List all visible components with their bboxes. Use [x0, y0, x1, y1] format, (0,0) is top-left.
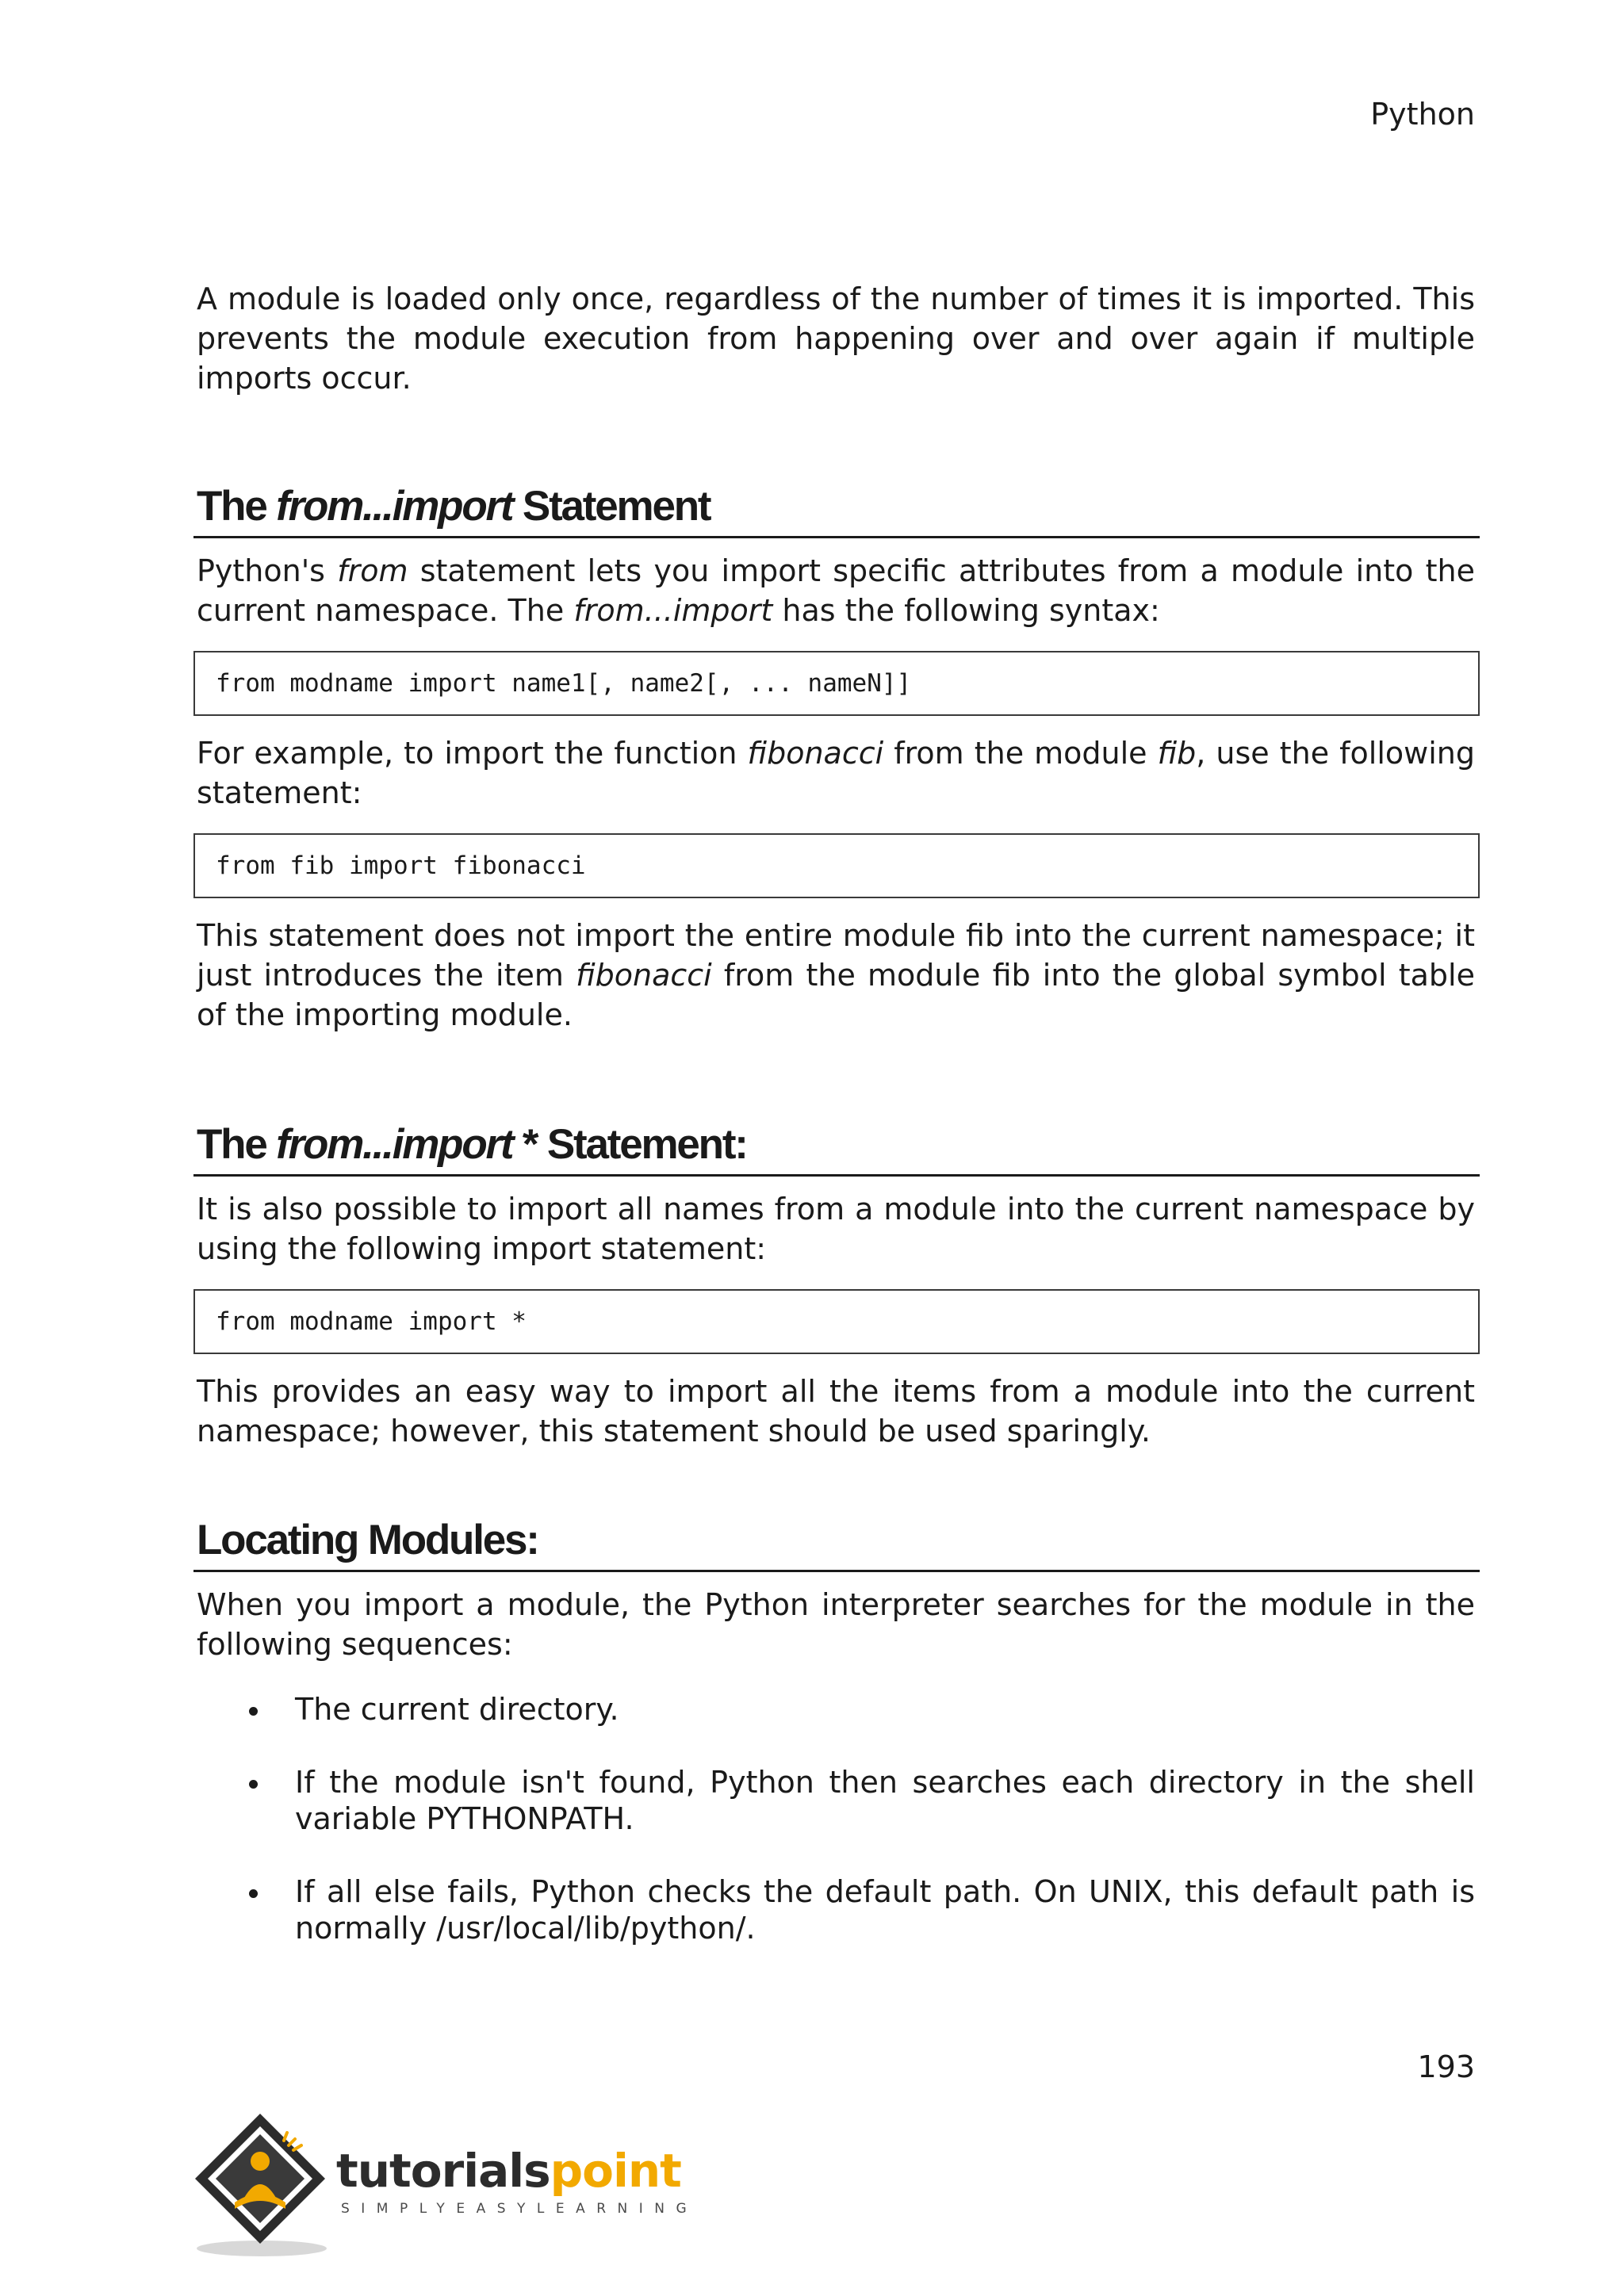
- heading-text: * Statement:: [512, 1121, 747, 1168]
- text-run-italic: from: [337, 553, 408, 588]
- bullet-icon: [249, 1707, 258, 1716]
- text-run-italic: fib: [1157, 736, 1197, 771]
- logo-word-point: point: [550, 2144, 681, 2198]
- logo-tagline: SIMPLYEASYLEARNING: [341, 2201, 699, 2217]
- search-order-list: [197, 1691, 1475, 1946]
- heading-italic-text: from...import: [276, 1121, 513, 1168]
- text-run: from the module fib into the global symbol table of the importing module.: [197, 958, 1475, 1032]
- logo-word-tutorials: tutorials: [336, 2144, 550, 2198]
- heading-from-import-star: [193, 1120, 1480, 1177]
- text-run: has the following syntax:: [772, 593, 1160, 628]
- intro-paragraph: A module is loaded only once, regardless of the number of times it is imported. This prevents the module execution from happening over and over again if multiple imports occur.: [197, 281, 1475, 396]
- list-item-text: If the module isn't found, Python then searches each directory in the shell variable PYTHONPATH.: [295, 1765, 1475, 1836]
- text-run: For example, to import the function: [197, 736, 748, 771]
- text-run: statement lets you import specific attributes from a module into the current namespace. The: [197, 553, 1475, 628]
- from-import-star-paragraph-1: It is also possible to import all names from a module into the current namespace by using the following import statement:: [197, 1192, 1475, 1266]
- locating-paragraph: When you import a module, the Python interpreter searches for the module in the following sequences:: [197, 1587, 1475, 1662]
- from-import-paragraph-1: [197, 551, 1475, 630]
- text-run: This statement does not import the entire module fib into the current namespace; it just introduces the item: [197, 918, 1475, 993]
- code-block-syntax: from modname import name1[, name2[, ... nameN]]: [193, 651, 1480, 716]
- bullet-icon: [249, 1780, 258, 1789]
- heading-from-import: [193, 482, 1480, 538]
- list-item-text: If all else fails, Python checks the default path. On UNIX, this default path is normally /usr/local/lib/python/.: [295, 1874, 1475, 1946]
- running-header-title: Python: [1370, 97, 1475, 132]
- heading-text: The: [197, 1121, 277, 1168]
- list-item: [197, 1691, 1475, 1728]
- from-import-paragraph-3: [197, 916, 1475, 1035]
- list-item: [197, 1873, 1475, 1946]
- page-content: [197, 279, 1475, 1946]
- from-import-paragraph-2: [197, 733, 1475, 813]
- tutorialspoint-logo: [193, 2109, 699, 2267]
- text-run: , use the following statement:: [197, 736, 1475, 810]
- logo-wordmark: [336, 2144, 681, 2198]
- code-block-fib: from fib import fibonacci: [193, 833, 1480, 898]
- text-run: Python's: [197, 553, 338, 588]
- heading-italic-text: from...import: [276, 483, 513, 530]
- bullet-icon: [249, 1889, 258, 1898]
- text-run-italic: fibonacci: [576, 958, 712, 993]
- heading-locating-modules: Locating Modules:: [193, 1516, 1480, 1572]
- from-import-star-paragraph-2: This provides an easy way to import all the items from a module into the current namespace; however, this statement should be used sparingly.: [197, 1374, 1475, 1448]
- page-number: 193: [1417, 2049, 1475, 2084]
- text-run-italic: fibonacci: [747, 736, 884, 771]
- heading-text: Statement: [512, 483, 710, 530]
- list-item-text: The current directory.: [295, 1692, 619, 1727]
- code-block-import-star: from modname import *: [193, 1289, 1480, 1354]
- text-run-italic: from...import: [573, 593, 773, 628]
- list-item: [197, 1764, 1475, 1837]
- text-run: from the module: [883, 736, 1158, 771]
- heading-text: The: [197, 483, 277, 530]
- logo-diamond-icon: [193, 2109, 352, 2267]
